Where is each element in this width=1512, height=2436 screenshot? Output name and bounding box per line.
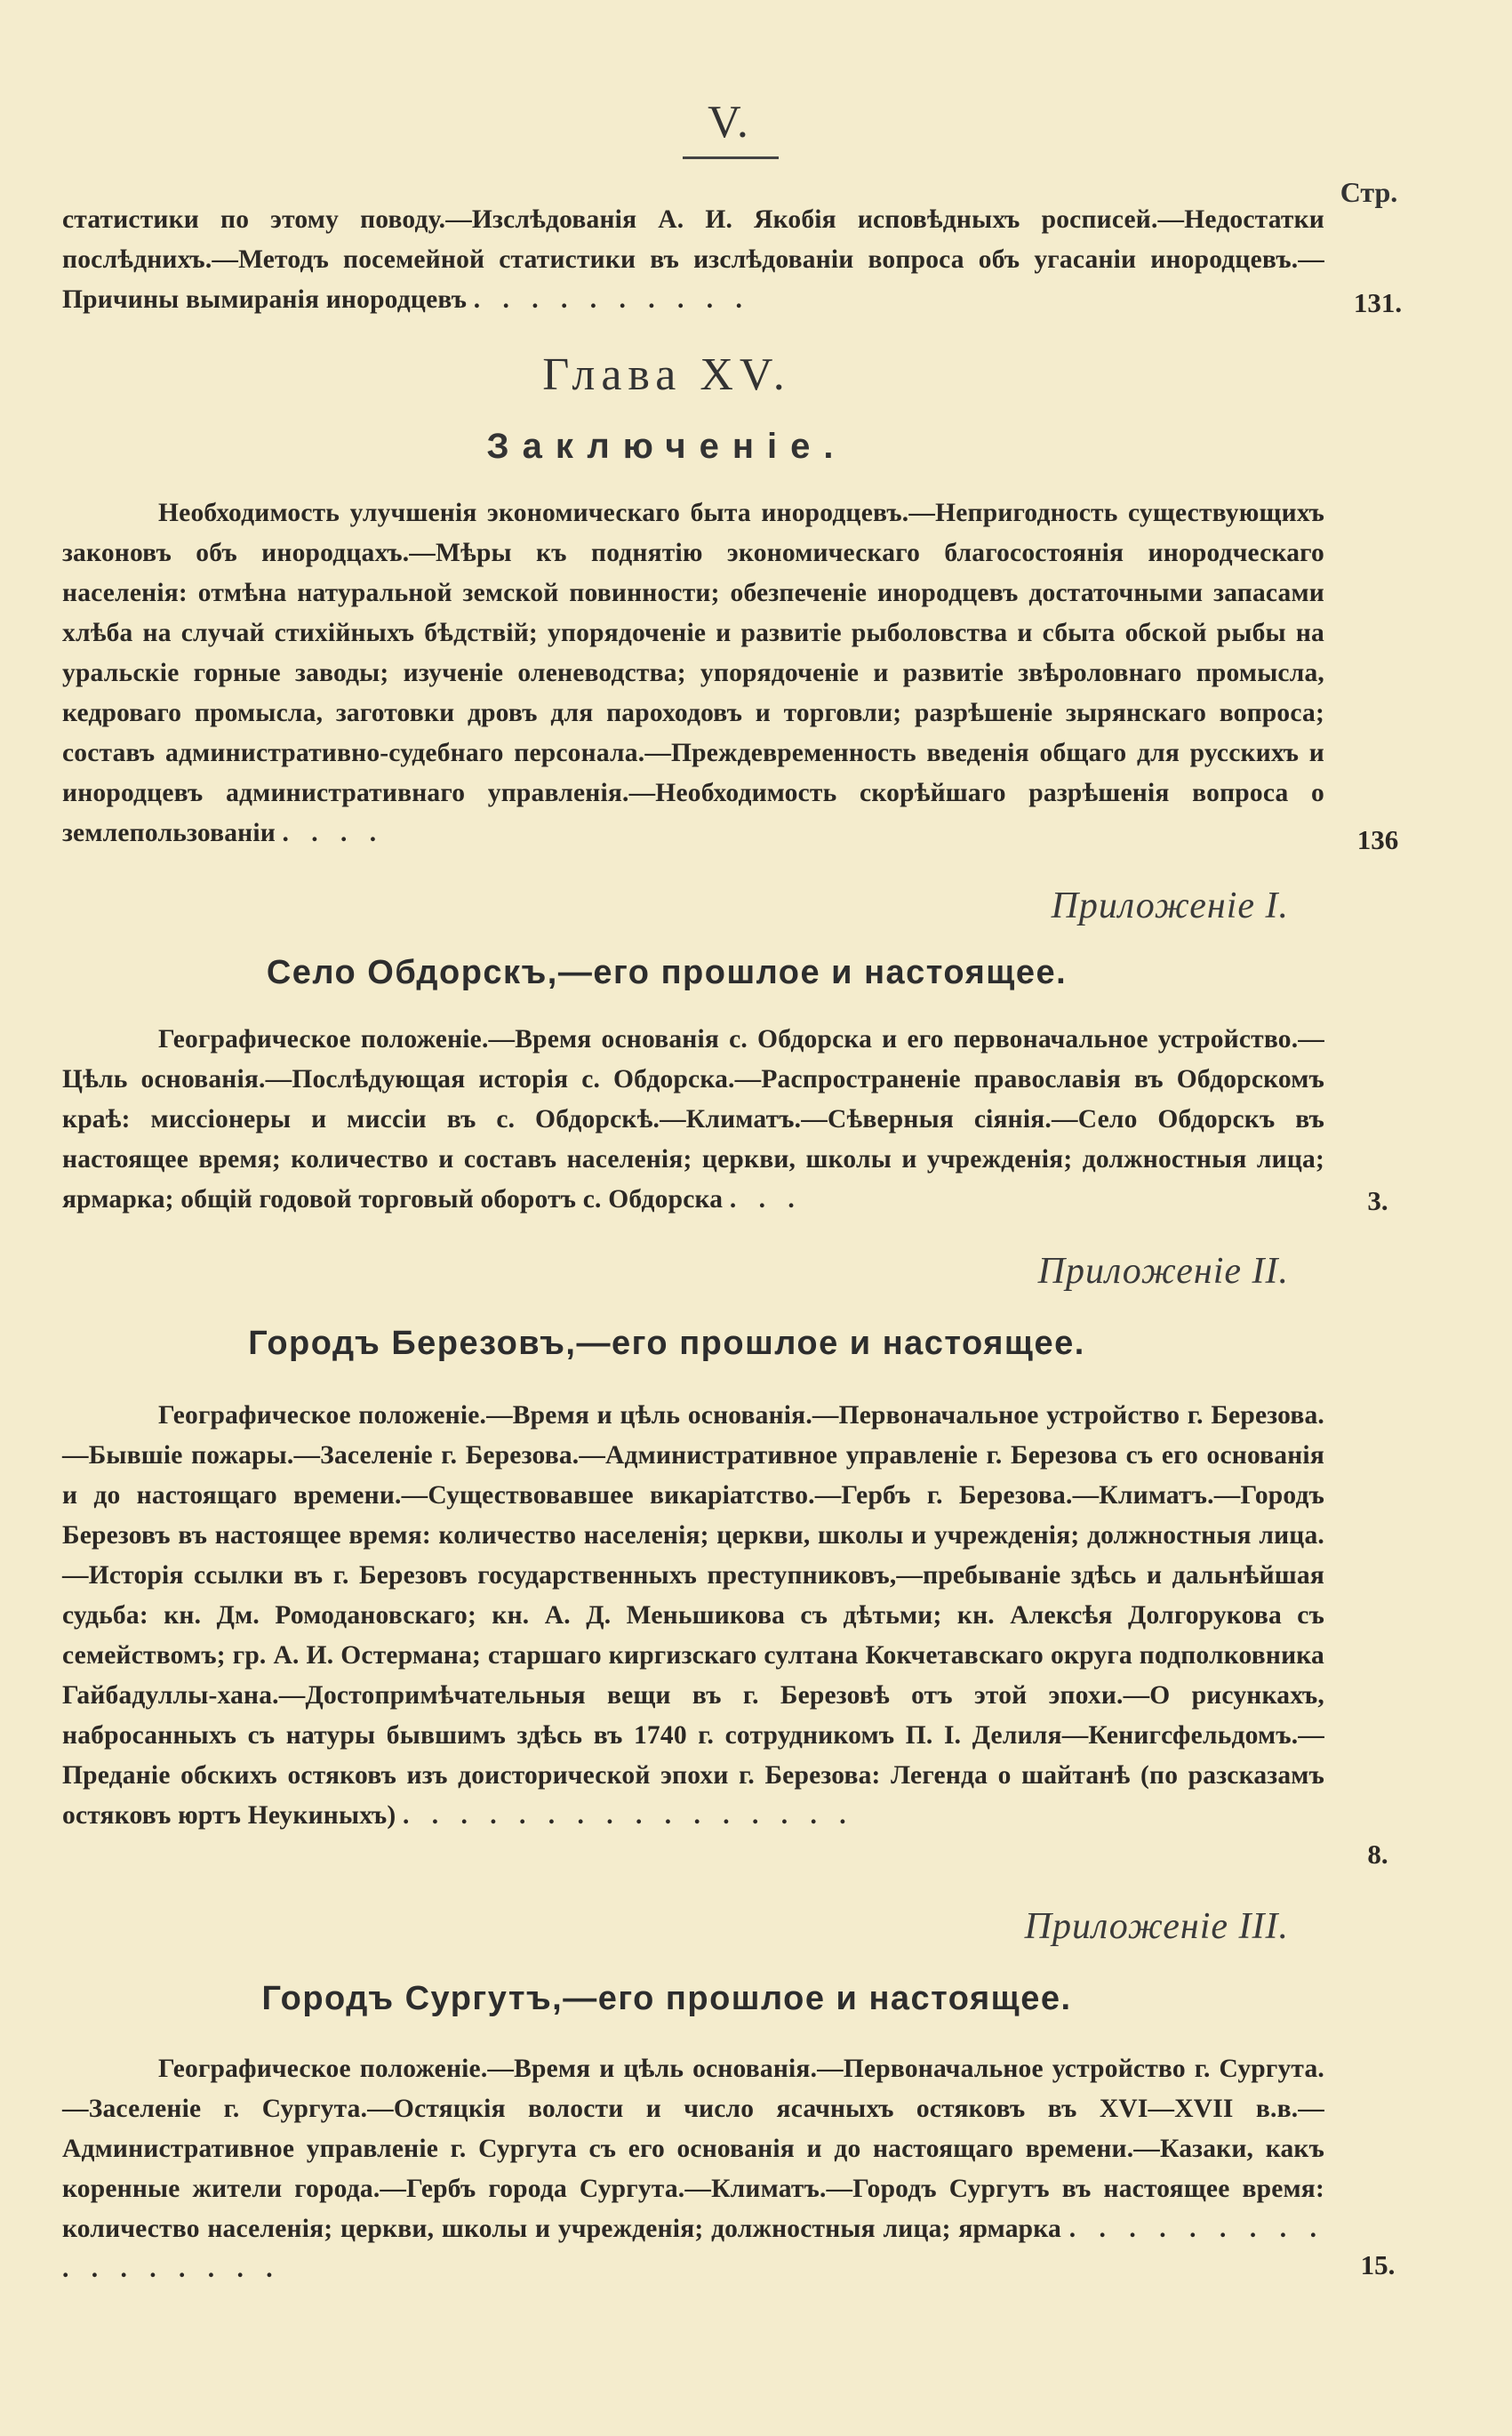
appendix-3-label: Приложеніе III.: [1024, 1906, 1289, 1947]
dot-leader: . . . . . . . . . .: [473, 285, 750, 314]
toc-entry-statistics: [62, 200, 1324, 320]
chapter-subtitle: Заключеніе.: [486, 427, 847, 466]
appendix-2-title: Городъ Березовъ,—его прошлое и настоящее.: [248, 1325, 1085, 1362]
dot-leader: . . .: [729, 1185, 803, 1214]
appendix-2-label: Приложеніе II.: [1037, 1251, 1289, 1292]
toc-entry-obdorsk: [62, 1020, 1324, 1220]
entry-text: Географическое положеніе.—Время и цѣль основанія.—Первоначальное устройство г. Сургута.—Заселеніе г. Сургута.—Остяцкія волости и число ясачныхъ остяковъ въ XVI—XVII в.в.—Административное управленіе г. Сургута съ его основанія и до настоящаго времени.—Казаки, какъ коренные жители города.—Гербъ города Сургута.—Климатъ.—Городъ Сургутъ въ настоящее время: количество населенія; церкви, школы и учрежденія; должностныя лица; ярмарка . . . . . . . . . . . . . . . . .: [62, 2055, 1325, 2283]
page-ref-8: 8.: [1367, 1839, 1388, 1870]
toc-entry-surgut: [62, 2049, 1324, 2289]
appendix-3-title: Городъ Сургутъ,—его прошлое и настоящее.: [261, 1980, 1072, 2017]
page-number-underline: [683, 156, 779, 159]
dot-leader: . . . . . . . . . . . . . . . .: [403, 1801, 854, 1830]
dot-leader: . . . .: [282, 819, 385, 847]
page-column-label: Стр.: [1340, 176, 1398, 208]
entry-text: Необходимость улучшенія экономическаго быта инородцевъ.—Непригодность существующихъ законовъ объ инородцахъ.—Мѣры къ поднятію экономическаго благосостоянія инородческаго населенія: отмѣна натуральной земской повинности; обезпеченіе инородцевъ достаточными запасами хлѣба на случай стихійныхъ бѣдствій; упорядоченіе и развитіе рыболовства и сбыта обской рыбы на уральскіе горные заводы; изученіе оленеводства; упорядоченіе и развитіе звѣроловнаго промысла, кедроваго промысла, заготовки дровъ для пароходовъ и торговли; разрѣшеніе зырянскаго вопроса; составъ административно-судебнаго персонала.—Преждевременность введенія общаго для русскихъ и инородцевъ административнаго управленія.—Необходимость скорѣйшаго разрѣшенія вопроса о землепользованіи . . . .: [62, 499, 1324, 847]
page-number: V.: [708, 97, 750, 148]
page-ref-136: 136: [1356, 824, 1399, 855]
entry-text: Географическое положеніе.—Время основанія с. Обдорска и его первоначальное устройство.—Цѣль основанія.—Послѣдующая исторія с. Обдорска.—Распространеніе православія въ Обдорскомъ краѣ: миссіонеры и миссіи въ с. Обдорскѣ.—Климатъ.—Сѣверныя сіянія.—Село Обдорскъ въ настоящее время; количество и составъ населенія; церкви, школы и учрежденія; должностныя лица; ярмарка; общій годовой торговый оборотъ с. Обдорска . . .: [62, 1025, 1324, 1214]
toc-entry-conclusion: [62, 493, 1324, 853]
page-ref-3: 3.: [1367, 1185, 1388, 1216]
appendix-1-title: Село Обдорскъ,—его прошлое и настоящее.: [266, 954, 1068, 991]
appendix-1-label: Приложеніе I.: [1051, 885, 1289, 926]
toc-entry-berezov: [62, 1396, 1324, 1836]
page-ref-15: 15.: [1360, 2249, 1396, 2280]
dot-leader: . . . . . . . . . . . . . . . . .: [62, 2215, 1325, 2283]
chapter-title: Глава XV.: [542, 349, 791, 400]
page-ref-131: 131.: [1353, 287, 1403, 318]
entry-text: статистики по этому поводу.—Изслѣдованія А. И. Якобія исповѣдныхъ росписей.—Недостатки послѣднихъ.—Методъ посемейной статистики въ изслѣдованіи вопроса объ угасаніи инородцевъ.—Причины вымиранія инородцевъ . . . . . . . . . .: [62, 205, 1324, 314]
entry-text: Географическое положеніе.—Время и цѣль основанія.—Первоначальное устройство г. Березова.—Бывшіе пожары.—Заселеніе г. Березова.—Административное управленіе г. Березова съ его основанія и до настоящаго времени.—Существовавшее викаріатство.—Гербъ г. Березова.—Климатъ.—Городъ Березовъ въ настоящее время: количество населенія; церкви, школы и учрежденія; должностныя лица.—Исторія ссылки въ г. Березовъ государственныхъ преступниковъ,—пребываніе здѣсь и дальнѣйшая судьба: кн. Дм. Ромодановскаго; кн. А. Д. Меньшикова съ дѣтьми; кн. Алексѣя Долгорукова съ семействомъ; гр. А. И. Остермана; старшаго киргизскаго султана Кокчетавскаго округа подполковника Гайбадуллы-хана.—Достопримѣчательныя вещи въ г. Березовѣ отъ этой эпохи.—О рисункахъ, набросанныхъ съ натуры бывшимъ здѣсь въ 1740 г. сотрудникомъ П. І. Делиля—Кенигсфельдомъ.—Преданіе обскихъ остяковъ изъ доисторической эпохи г. Березова: Легенда о шайтанѣ (по разсказамъ остяковъ юртъ Неукиныхъ) . . . . . . . . . . . . . . . .: [62, 1401, 1324, 1830]
